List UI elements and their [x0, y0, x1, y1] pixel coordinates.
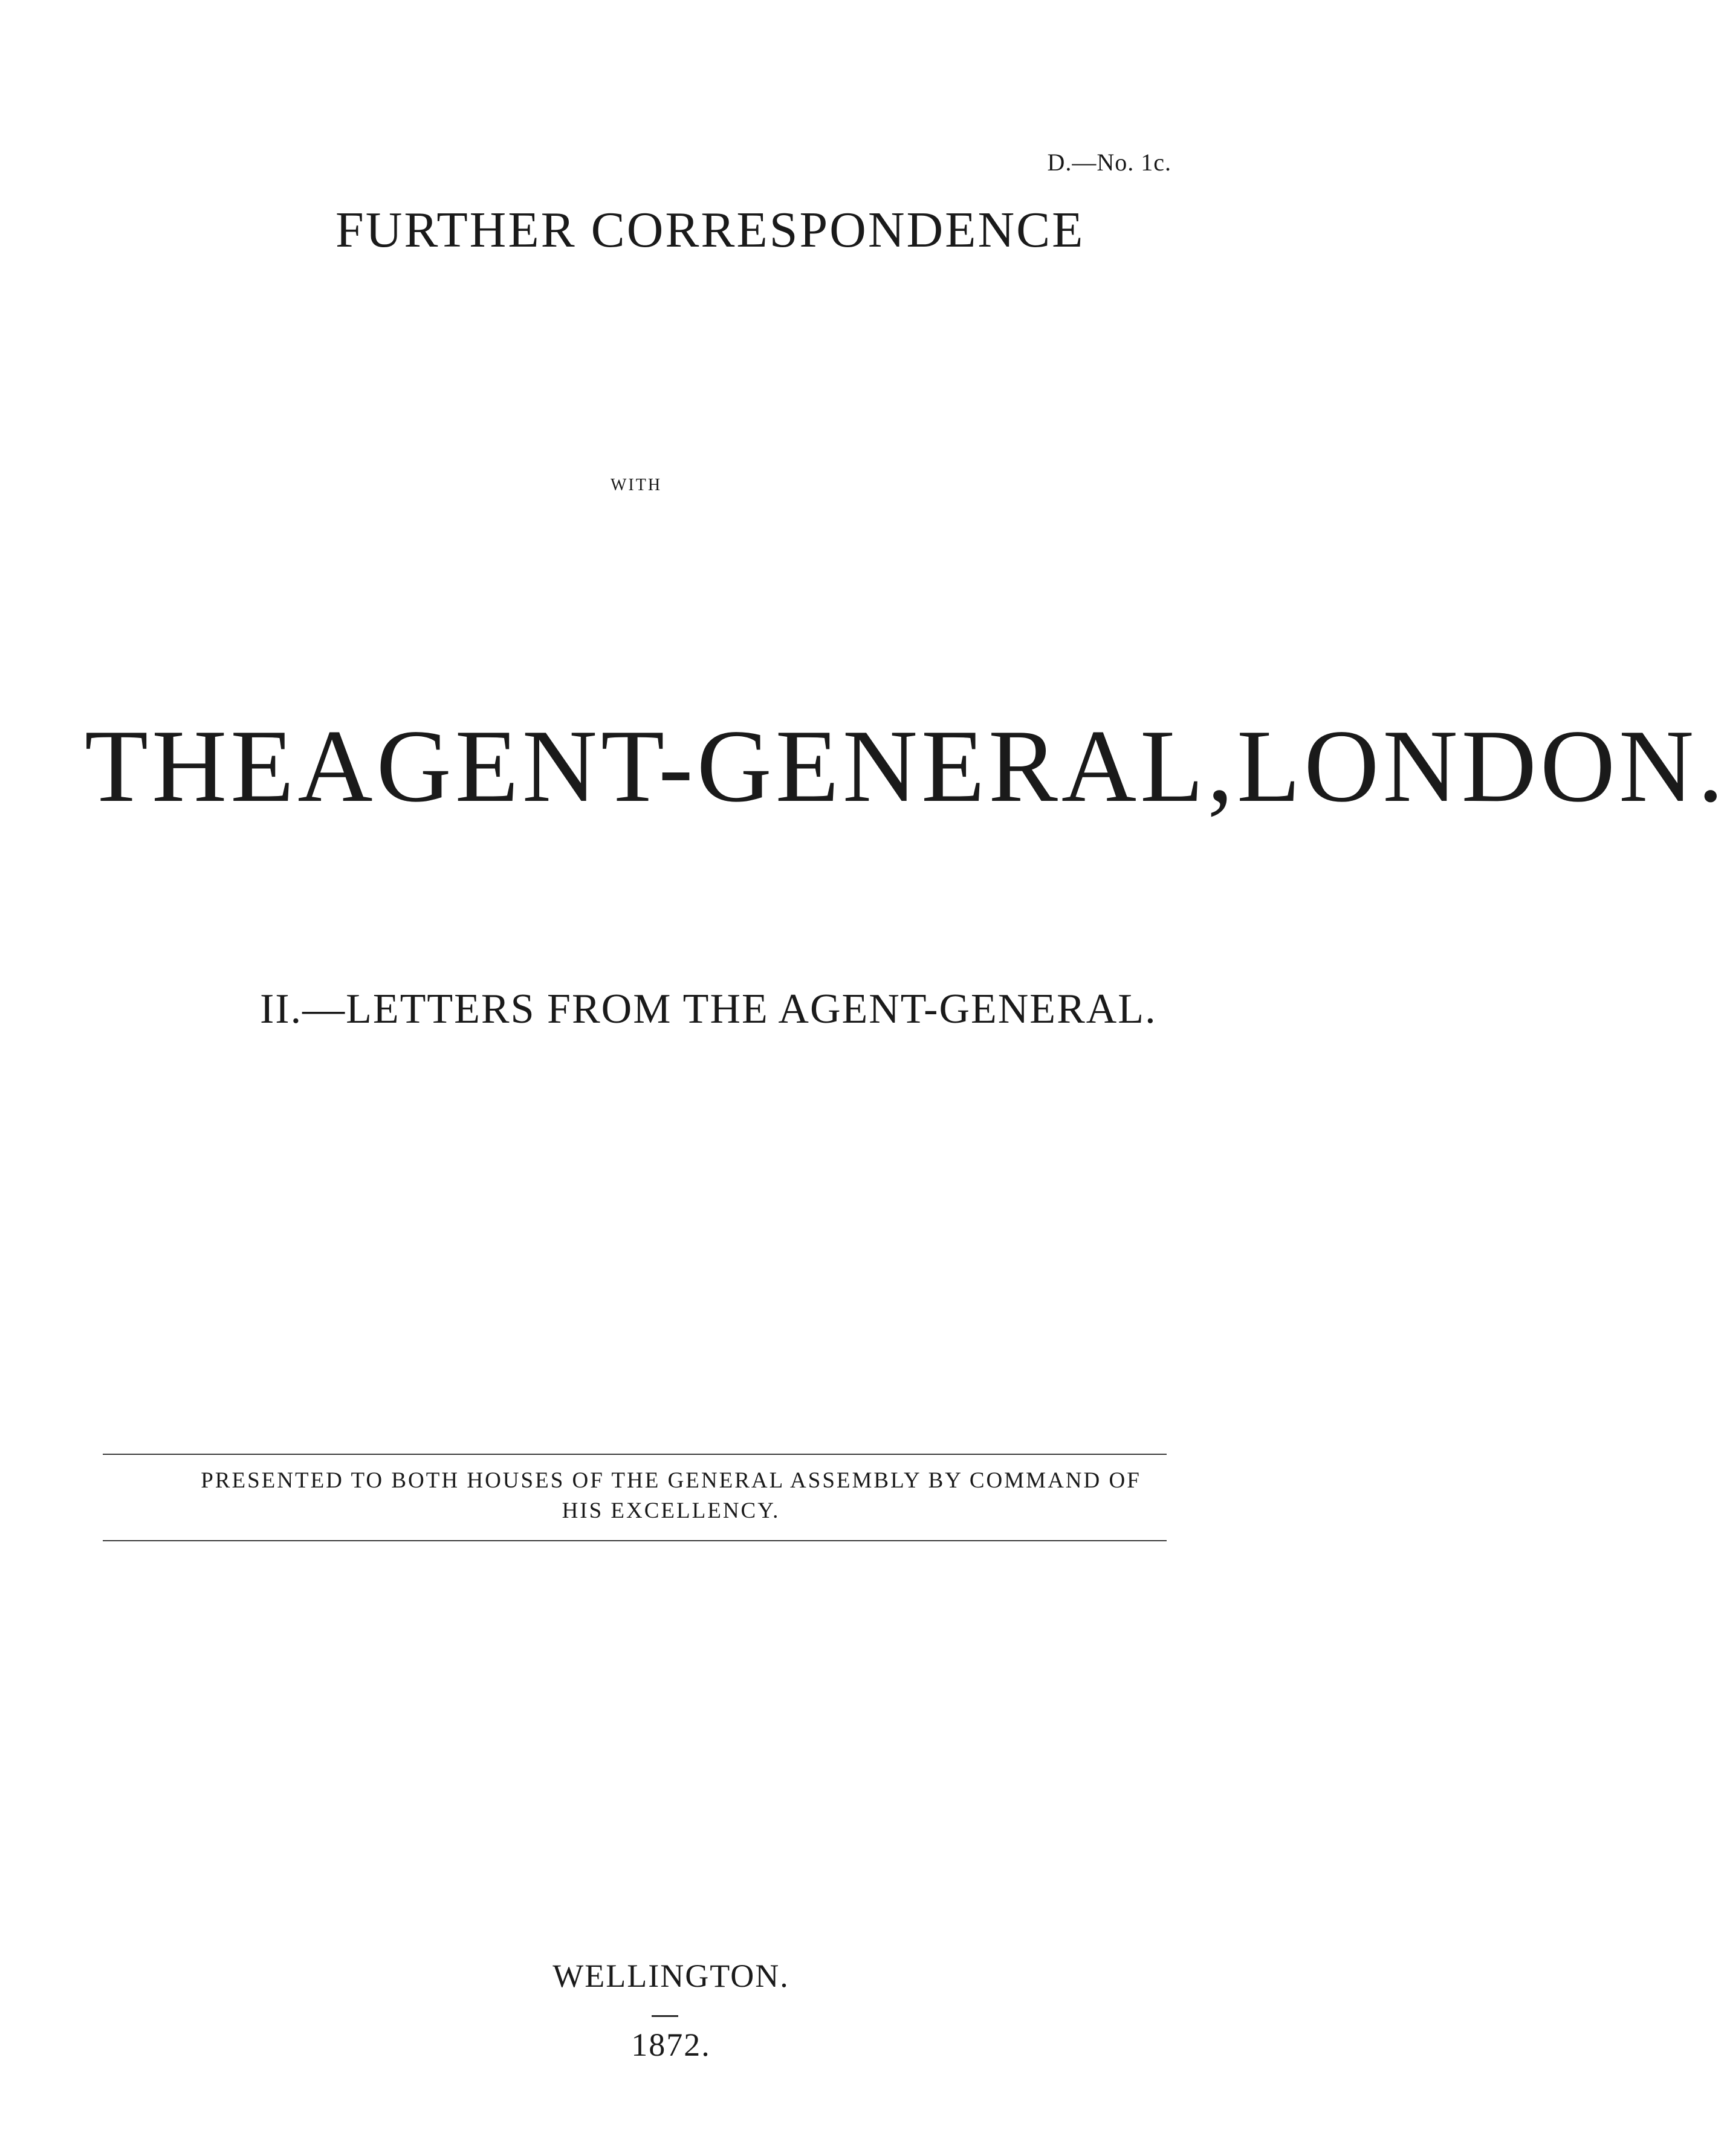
main-title-london: LONDON.: [1237, 709, 1727, 824]
main-title-agent-general: AGENT-GENERAL,: [297, 709, 1237, 824]
bottom-divider: [103, 1540, 1167, 1541]
place-of-publication: WELLINGTON.: [552, 1958, 789, 1994]
presented-line-2: HIS EXCELLENCY.: [562, 1498, 780, 1523]
presented-line-1: PRESENTED TO BOTH HOUSES OF THE GENERAL ASSEMBLY BY COMMAND OF: [201, 1468, 1141, 1493]
publication-year: 1872.: [631, 2027, 711, 2063]
main-title-the: THE: [85, 709, 298, 824]
connector-with: WITH: [611, 476, 663, 494]
place-year-separator: [652, 2015, 678, 2017]
main-title: [85, 707, 1727, 826]
heading-further-correspondence: FURTHER CORRESPONDENCE: [335, 202, 1085, 258]
part-title: II.—LETTERS FROM THE AGENT-GENERAL.: [260, 986, 1157, 1032]
document-reference: D.—No. 1c.: [1047, 149, 1171, 176]
top-divider: [103, 1454, 1167, 1455]
